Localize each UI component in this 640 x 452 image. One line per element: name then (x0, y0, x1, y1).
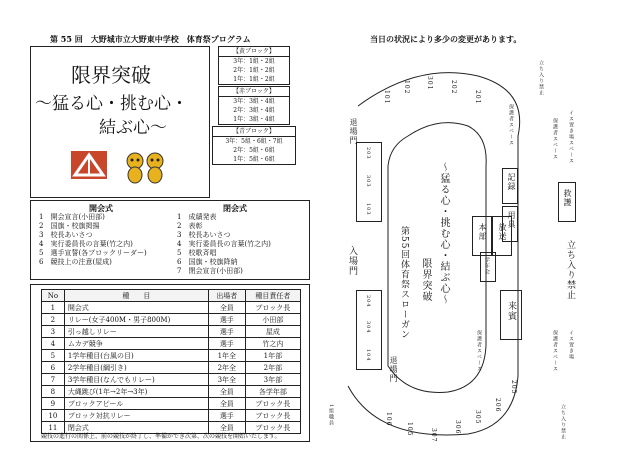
slogan-line3: 結ぶ心〜 (99, 118, 167, 138)
event-owner: ブロック長 (245, 410, 300, 422)
event-no: 6 (42, 362, 65, 374)
no-entry-label: 立ち入り禁止 (565, 240, 575, 300)
teacher-seats: 1組職員 (328, 404, 334, 427)
event-row (42, 398, 301, 410)
event-owner: 3年部 (245, 374, 300, 386)
event-participants: 1年全 (208, 350, 245, 362)
event-owner: 屋成 (245, 326, 300, 338)
area-equipment: 用具 (502, 206, 518, 242)
block-blue: 【青ブロック】 3年：5組・6組・7組 2年：5組・6組 1年：5組・6組 (212, 126, 296, 165)
event-owner: ブロック長 (245, 398, 300, 410)
event-participants: 全員 (208, 302, 245, 314)
event-name: ムカデ競争 (64, 338, 208, 350)
event-participants: 選手 (208, 338, 245, 350)
events-footnote: 競技の進行の関係上、前の競技が終了し、準備ができ次第、次の競技を開始いたします。 (41, 433, 281, 440)
class-101: 101 (383, 90, 390, 105)
class-column-2: 104 304 204 (356, 290, 382, 370)
event-row (42, 326, 301, 338)
map-slogan-sub: 〜猛る心・挑む心・結ぶ心〜 (438, 162, 449, 305)
event-name: リレー(女子400M・男子800M) (64, 314, 208, 326)
class-307: 307 (430, 428, 437, 443)
event-no: 7 (42, 374, 65, 386)
event-no: 10 (42, 410, 65, 422)
event-participants: 全員 (208, 386, 245, 398)
event-owner: 各学年部 (245, 386, 300, 398)
ceremony-box (30, 200, 310, 280)
event-row (42, 338, 301, 350)
event-participants: 2年全 (208, 362, 245, 374)
change-notice: 当日の状況により多少の変更があります。 (370, 34, 522, 44)
class-301: 301 (426, 76, 433, 91)
exit-gate-top: 退場門 (349, 118, 358, 145)
guardian-space-2: 保護者スペース (552, 118, 558, 160)
event-participants: 全員 (208, 422, 245, 434)
event-participants: 選手 (208, 410, 245, 422)
event-row (42, 386, 301, 398)
event-no: 8 (42, 386, 65, 398)
class-202: 202 (450, 80, 457, 95)
event-no: 1 (42, 302, 65, 314)
guardian-space-4: 保護者スペース (552, 330, 558, 372)
class-305: 305 (474, 410, 481, 425)
guardian-space-3: 保護者スペース (476, 330, 482, 372)
opening-title: 開会式 (89, 203, 113, 213)
event-owner: ブロック長 (245, 302, 300, 314)
event-row (42, 362, 301, 374)
block-red: 【赤ブロック】 3年：3組・4組 2年：3組・4組 1年：3組・4組 (218, 86, 290, 125)
map-slogan-main: 限界突破 (420, 258, 431, 302)
events-body (42, 302, 301, 434)
event-no: 3 (42, 326, 65, 338)
event-row (42, 410, 301, 422)
event-name: 2学年種目(綱引き) (64, 362, 208, 374)
event-no: 11 (42, 422, 65, 434)
event-no: 9 (42, 398, 65, 410)
class-105: 105 (406, 422, 413, 437)
area-guests: 来賓 (500, 290, 522, 340)
event-name: 開会式 (64, 302, 208, 314)
school-logo-icon (71, 151, 107, 179)
class-106: 106 (385, 412, 392, 427)
event-owner: 竹之内 (245, 338, 300, 350)
class-206: 206 (494, 398, 501, 413)
area-rescue: 救護 (558, 182, 576, 222)
no-entry-label-3: 立ち入り禁止 (560, 404, 566, 440)
event-owner: 2年部 (245, 362, 300, 374)
event-name: 引っ越しリレー (64, 326, 208, 338)
event-owner: ブロック長 (245, 422, 300, 434)
event-row (42, 374, 301, 386)
slogan-box (30, 46, 210, 198)
event-name: 閉会式 (64, 422, 208, 434)
event-name: 1学年種目(台風の目) (64, 350, 208, 362)
event-participants: 全員 (208, 398, 245, 410)
class-column-1: 103 303 203 (356, 142, 382, 222)
exit-gate-bottom: 退場門 (389, 356, 398, 383)
mascot-icon (123, 149, 169, 185)
guardian-space-1: 保護者スペース (508, 104, 514, 146)
event-name: 3学年種目(なんでもリレー) (64, 374, 208, 386)
events-box (30, 284, 310, 442)
event-name: ブロック対抗リレー (64, 410, 208, 422)
event-participants: 選手 (208, 314, 245, 326)
area-grade-meeting: 学年会 (480, 252, 496, 282)
event-row (42, 350, 301, 362)
event-participants: 3年全 (208, 374, 245, 386)
event-row (42, 302, 301, 314)
event-owner: 1年部 (245, 350, 300, 362)
entrance-gate: 入場門 (347, 246, 357, 276)
map-slogan-title: 第55回体育祭スローガン (399, 226, 409, 340)
event-no: 5 (42, 350, 65, 362)
class-102: 102 (403, 80, 410, 95)
no-entry-label-2: 立ち入り禁止 (538, 60, 544, 96)
class-205: 205 (510, 380, 517, 395)
event-no: 2 (42, 314, 65, 326)
events-table: No 種 目 出場者 種目責任者 1 開会式 全員 ブロック長 2 リレー(女子400M・男子800M) 選手 小田部 3 引っ越しリレー 選手 屋成 4 ムカデ競争 選手 竹之内 5 1学年種目(台風の目) 1年全 1年部 6 2学年種目(綱引き) 2年全 2年部 7 3学年種目(なんでもリレー) 3年全 3年部 8 大縄跳び(1年→2年→3年) 全員 各学年部 9 ブロックアピール 全員 ブロック長 10 ブロック対抗リレー 選手 ブロック長 11 閉会式 全員 ブロック長 (41, 289, 301, 434)
area-record: 記録 (502, 168, 518, 204)
event-name: 大縄跳び(1年→2年→3年) (64, 386, 208, 398)
block-yellow: 【黄ブロック】 3年：1組・2組 2年：1組・2組 1年：1組・2組 (218, 46, 290, 85)
closing-list: 1 成績発表 2 表彰 3 校長あいさつ 4 実行委員長の言葉(竹之内) 5 校歌斉唱 6 国旗・校旗降納 7 閉会宣言(小田部) (177, 213, 271, 275)
chair-space: イス置き場スペース (568, 110, 574, 164)
slogan-line2: 〜猛る心・挑む心・ (35, 94, 188, 114)
opening-list: 1 開会宣言(小田部) 2 国旗・校旗掲揚 3 校長あいさつ 4 実行委員長の言葉(竹之内) 5 選手宣誓(各ブロックリーダー) 6 競技上の注意(屋成) (39, 213, 147, 266)
event-row (42, 314, 301, 326)
program-title: 第 55 回 大野城市立大野東中学校 体育祭プログラム (50, 34, 251, 44)
event-name: ブロックアピール (64, 398, 208, 410)
closing-title: 閉会式 (223, 203, 247, 213)
area-broadcast: 放送 (492, 216, 512, 256)
class-201: 201 (474, 90, 481, 105)
area-hq: 本部 (472, 216, 492, 256)
event-participants: 選手 (208, 326, 245, 338)
chair-space-2: イス置き場 (568, 330, 574, 360)
event-no: 4 (42, 338, 65, 350)
event-owner: 小田部 (245, 314, 300, 326)
slogan-main: 限界突破 (71, 63, 151, 87)
class-306: 306 (454, 420, 461, 435)
